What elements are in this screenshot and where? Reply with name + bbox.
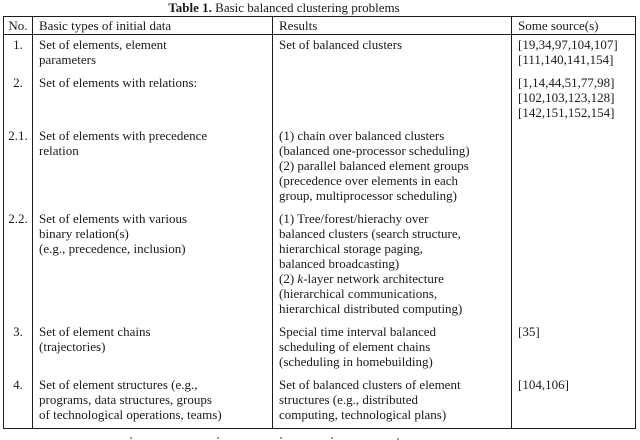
cell-results xyxy=(273,126,512,209)
cell-no: 2.1. xyxy=(4,126,33,209)
clipped-glyph-artifact xyxy=(130,437,132,439)
sources-text: [19,34,97,104,107] [111,140,141,154] xyxy=(518,37,618,67)
table-row xyxy=(4,73,636,126)
table-row xyxy=(4,35,636,74)
cell-sources xyxy=(512,73,636,126)
column-header-no: No. xyxy=(4,17,33,35)
column-header-results: Results xyxy=(273,17,512,35)
cell-initial-data xyxy=(33,126,273,209)
initial-data-text: Set of elements with various binary relation(s) (e.g., precedence, inclusion) xyxy=(39,211,188,256)
cell-sources xyxy=(512,375,636,429)
initial-data-text: Set of elements, element parameters xyxy=(39,37,167,67)
initial-data-text: Set of elements with relations: xyxy=(39,75,198,90)
header-row xyxy=(4,17,636,35)
cell-initial-data xyxy=(33,322,273,375)
cell-initial-data xyxy=(33,209,273,322)
sources-text: [35] xyxy=(518,324,540,339)
table-label: Table 1. xyxy=(168,0,212,15)
cell-no: 4. xyxy=(4,375,33,429)
results-text: Set of balanced clusters of element structures (e.g., distributed computing, technological plans) xyxy=(279,377,461,422)
cell-no: 1. xyxy=(4,35,33,74)
cell-initial-data xyxy=(33,375,273,429)
table-row xyxy=(4,209,636,322)
clipped-glyph-artifact xyxy=(217,437,219,439)
cell-sources xyxy=(512,209,636,322)
cell-sources xyxy=(512,322,636,375)
results-text: Set of balanced clusters xyxy=(279,37,403,52)
cell-sources xyxy=(512,35,636,74)
column-header-initial-data: Basic types of initial data xyxy=(33,17,273,35)
table-row xyxy=(4,375,636,429)
cell-no: 2. xyxy=(4,73,33,126)
caption-text: Basic balanced clustering problems xyxy=(215,0,400,15)
cell-results xyxy=(273,35,512,74)
initial-data-text: Set of element structures (e.g., programs, data structures, groups of technological operations, teams) xyxy=(39,377,222,422)
cell-initial-data xyxy=(33,73,273,126)
results-text: (1) chain over balanced clusters (balanced one-processor scheduling) (2) parallel balanced element groups (precedence over elements in each group, multiprocessor scheduling) xyxy=(279,128,470,203)
initial-data-text: Set of elements with precedence relation xyxy=(39,128,208,158)
results-text: Special time interval balanced scheduling of element chains (scheduling in homebuilding) xyxy=(279,324,437,369)
cell-no: 2.2. xyxy=(4,209,33,322)
cell-initial-data xyxy=(33,35,273,74)
balanced-clustering-table xyxy=(3,16,636,429)
results-text: (1) Tree/forest/hierachy over balanced clusters (search structure, hierarchical storage paging, balanced broadcasting) (2) k-layer network architecture (hierarchical communications, hierarchical distributed computing) xyxy=(279,211,463,316)
cell-results xyxy=(273,209,512,322)
table-caption xyxy=(0,0,604,15)
clipped-glyph-artifact xyxy=(280,437,282,439)
clipped-glyph-artifact xyxy=(331,437,333,439)
initial-data-text: Set of element chains (trajectories) xyxy=(39,324,151,354)
cell-no: 3. xyxy=(4,322,33,375)
sources-text: [104,106] xyxy=(518,377,569,392)
column-header-sources: Some source(s) xyxy=(512,17,636,35)
table-row xyxy=(4,126,636,209)
cell-results xyxy=(273,73,512,126)
cell-results xyxy=(273,322,512,375)
table-row xyxy=(4,322,636,375)
sources-text: [1,14,44,51,77,98] [102,103,123,128] [142,151,152,154] xyxy=(518,75,615,120)
cell-sources xyxy=(512,126,636,209)
cell-results xyxy=(273,375,512,429)
